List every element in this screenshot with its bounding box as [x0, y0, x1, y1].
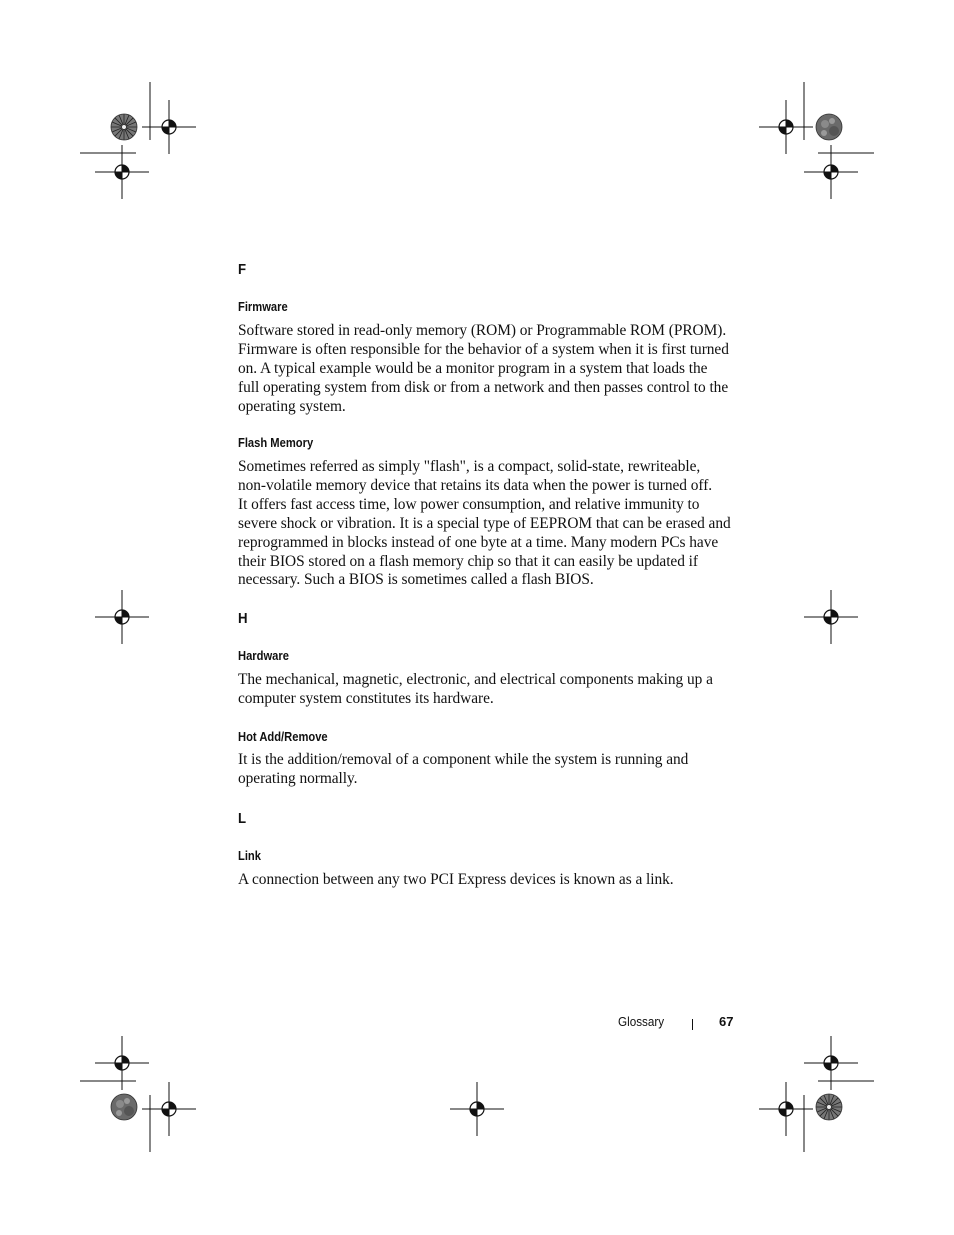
definition-line: A connection between any two PCI Express devices is known as a link. [238, 871, 674, 888]
footer-section-name: Glossary [618, 1014, 665, 1029]
definition-line: on. A typical example would be a monitor program in a system that loads the [238, 359, 708, 377]
section-letter: F [238, 261, 247, 278]
definition-firmware [238, 322, 729, 417]
page-footer [0, 1014, 954, 1034]
section-letter: H [238, 610, 248, 627]
definition-line: severe shock or vibration. It is a special type of EEPROM that can be erased and [238, 514, 731, 532]
definition-flash-memory [238, 458, 731, 590]
definition-line: The mechanical, magnetic, electronic, and electrical components making up a [238, 671, 713, 688]
term-hardware: Hardware [238, 648, 289, 663]
definition-line: operating system. [238, 397, 346, 415]
term-link: Link [238, 848, 261, 863]
definition-line: non-volatile memory device that retains its data when the power is turned off. [238, 476, 713, 494]
definition-line: Firmware is often responsible for the behavior of a system when it is first turned [238, 340, 729, 358]
definition-line: computer system constitutes its hardware. [238, 689, 494, 707]
footer-separator [692, 1019, 693, 1030]
definition-line: their BIOS stored on a flash memory chip so that it can easily be updated if [238, 552, 698, 570]
definition-line: full operating system from disk or from a network and then passes control to the [238, 378, 729, 396]
section-letter: L [238, 810, 247, 827]
definition-line: It is the addition/removal of a component while the system is running and [238, 751, 689, 768]
definition-line: operating normally. [238, 769, 358, 787]
definition-line: reprogrammed in blocks instead of one byte at a time. Many modern PCs have [238, 533, 719, 551]
term-hot-add-remove: Hot Add/Remove [238, 729, 328, 744]
term-flash-memory: Flash Memory [238, 435, 314, 450]
definition-line: necessary. Such a BIOS is sometimes called a flash BIOS. [238, 571, 594, 589]
definition-line: It offers fast access time, low power consumption, and relative immunity to [238, 495, 700, 513]
definition-hot-add-remove [238, 751, 688, 789]
term-firmware: Firmware [238, 299, 288, 314]
definition-link [238, 871, 674, 890]
page-number: 67 [719, 1014, 734, 1029]
definition-hardware [238, 671, 713, 709]
definition-line: Sometimes referred as simply "flash", is a compact, solid-state, rewriteable, [238, 458, 701, 475]
definition-line: Software stored in read-only memory (ROM) or Programmable ROM (PROM). [238, 322, 727, 339]
